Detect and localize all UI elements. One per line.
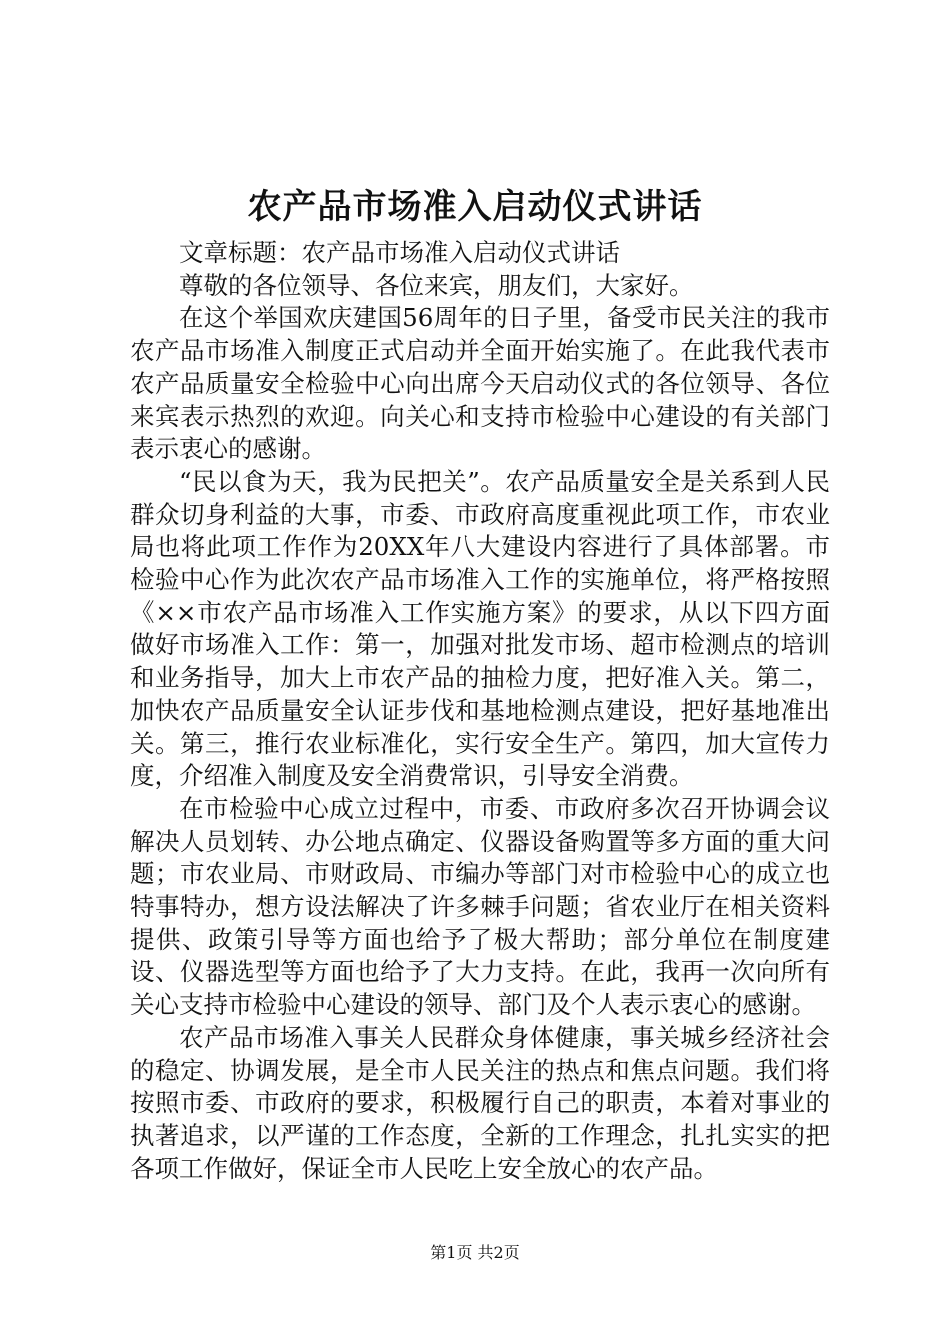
- page-number-footer: 第1页 共2页: [430, 1243, 520, 1262]
- paragraph-opening: 在这个举国欢庆建国56周年的日子里，备受市民关注的我市农产品市场准入制度正式启动并全面开始实施了。在此我代表市农产品质量安全检验中心向出席今天启动仪式的各位领导、各位来宾表示热烈的欢迎。向关心和支持市检验中心建设的有关部门表示衷心的感谢。: [130, 303, 830, 464]
- document-title: 农产品市场准入启动仪式讲话: [247, 187, 703, 227]
- paragraph-greeting: 尊敬的各位领导、各位来宾，朋友们，大家好。: [179, 270, 694, 300]
- paragraph-work-plan: “民以食为天，我为民把关”。农产品质量安全是关系到人民群众切身利益的大事，市委、市政府高度重视此项工作，市农业局也将此项工作作为20XX年八大建设内容进行了具体部署。市检验中心作为此次农产品市场准入工作的实施单位，将严格按照《××市农产品市场准入工作实施方案》的要求，从以下四方面做好市场准入工作：第一，加强对批发市场、超市检测点的培训和业务指导，加大上市农产品的抽检力度，把好准入关。第二，加快农产品质量安全认证步伐和基地检测点建设，把好基地准出关。第三，推行农业标准化，实行安全生产。第四，加大宣传力度，介绍准入制度及安全消费常识，引导安全消费。: [130, 466, 830, 791]
- paragraph-closing: 农产品市场准入事关人民群众身体健康，事关城乡经济社会的稳定、协调发展，是全市人民关注的热点和焦点问题。我们将按照市委、市政府的要求，积极履行自己的职责，本着对事业的执著追求，以严谨的工作态度，全新的工作理念，扎扎实实的把各项工作做好，保证全市人民吃上安全放心的农产品。: [130, 1022, 830, 1183]
- paragraph-article-title: 文章标题：农产品市场准入启动仪式讲话: [179, 238, 620, 267]
- paragraph-acknowledgements: 在市检验中心成立过程中，市委、市政府多次召开协调会议解决人员划转、办公地点确定、仪器设备购置等多方面的重大问题；市农业局、市财政局、市编办等部门对市检验中心的成立也特事特办，想方设法解决了许多棘手问题；省农业厅在相关资料提供、政策引导等方面也给予了极大帮助；部分单位在制度建设、仪器选型等方面也给予了大力支持。在此，我再一次向所有关心支持市检验中心建设的领导、部门及个人表示衷心的感谢。: [130, 793, 830, 1020]
- document-body: [130, 237, 830, 1185]
